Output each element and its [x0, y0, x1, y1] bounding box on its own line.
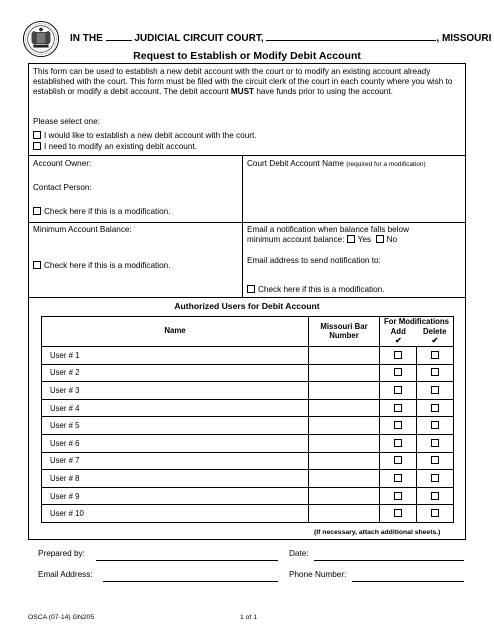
email-address-field[interactable] [103, 581, 278, 582]
delete-user-checkbox[interactable] [431, 404, 439, 412]
email-address-label: Email Address: [38, 570, 93, 579]
user-label: User # 9 [50, 491, 80, 501]
must-emphasis: MUST [230, 86, 255, 96]
account-modification-check[interactable]: Check here if this is a modification. [33, 207, 171, 216]
delete-cell [417, 417, 454, 435]
table-row [42, 364, 454, 382]
delete-user-checkbox[interactable] [431, 474, 439, 482]
add-cell [380, 399, 417, 417]
balance-modification-checkbox[interactable] [33, 261, 41, 269]
notify-yes-checkbox[interactable] [347, 235, 355, 243]
add-cell [380, 487, 417, 505]
add-user-checkbox[interactable] [394, 474, 402, 482]
authorized-users-table [41, 316, 454, 523]
delete-cell [417, 364, 454, 382]
bar-number-cell[interactable] [309, 382, 380, 400]
notify-modification-checkbox[interactable] [247, 285, 255, 293]
notify-modification-check[interactable]: Check here if this is a modification. [247, 285, 385, 294]
bar-number-cell[interactable] [309, 434, 380, 452]
modify-account-checkbox[interactable] [33, 142, 41, 150]
balance-modification-check[interactable]: Check here if this is a modification. [33, 261, 171, 270]
table-row [42, 470, 454, 488]
user-name-cell[interactable] [42, 470, 309, 488]
table-row [42, 382, 454, 400]
new-account-checkbox[interactable] [33, 131, 41, 139]
add-cell [380, 434, 417, 452]
user-label: User # 7 [50, 456, 80, 466]
add-user-checkbox[interactable] [394, 368, 402, 376]
add-user-checkbox[interactable] [394, 492, 402, 500]
phone-number-field[interactable] [352, 581, 464, 582]
form-title: Request to Establish or Modify Debit Account [133, 50, 361, 62]
delete-user-checkbox[interactable] [431, 386, 439, 394]
user-name-cell[interactable] [42, 347, 309, 365]
option-new-account[interactable]: I would like to establish a new debit account with the court. [33, 131, 257, 140]
table-row [42, 347, 454, 365]
attach-note: (If necessary, attach additional sheets.) [314, 529, 441, 536]
date-label: Date: [289, 549, 309, 558]
yes-label: Yes [357, 235, 372, 244]
account-owner-label: Account Owner: [33, 159, 92, 168]
contact-person-label: Contact Person: [33, 183, 92, 192]
user-name-cell[interactable] [42, 434, 309, 452]
add-cell [380, 470, 417, 488]
delete-user-checkbox[interactable] [431, 421, 439, 429]
court-middle: JUDICIAL CIRCUIT COURT, [134, 33, 264, 44]
divider [28, 155, 466, 156]
table-row [42, 505, 454, 523]
circuit-number-blank[interactable] [106, 30, 132, 41]
date-field[interactable] [314, 560, 464, 561]
phone-number-label: Phone Number: [289, 570, 347, 579]
table-row [42, 417, 454, 435]
bar-number-cell[interactable] [309, 487, 380, 505]
delete-user-checkbox[interactable] [431, 368, 439, 376]
no-label: No [386, 235, 398, 244]
add-user-checkbox[interactable] [394, 439, 402, 447]
delete-user-checkbox[interactable] [431, 509, 439, 517]
delete-cell [417, 347, 454, 365]
user-label: User # 3 [50, 385, 80, 395]
delete-cell [417, 382, 454, 400]
account-modification-checkbox[interactable] [33, 207, 41, 215]
delete-cell [417, 399, 454, 417]
select-one-label: Please select one: [33, 117, 100, 126]
user-name-cell[interactable] [42, 452, 309, 470]
column-divider [242, 155, 243, 297]
divider [28, 222, 466, 223]
court-prefix: IN THE [70, 33, 103, 44]
notify-no-checkbox[interactable] [376, 235, 384, 243]
county-blank[interactable] [266, 30, 436, 41]
delete-cell [417, 452, 454, 470]
delete-user-checkbox[interactable] [431, 456, 439, 464]
add-column-header: Add ✔ [380, 328, 417, 347]
minimum-balance-label: Minimum Account Balance: [33, 225, 132, 234]
prepared-by-label: Prepared by: [38, 549, 85, 558]
delete-user-checkbox[interactable] [431, 492, 439, 500]
court-debit-account-name-label: Court Debit Account Name (required for a modification) [247, 159, 426, 168]
add-user-checkbox[interactable] [394, 386, 402, 394]
add-user-checkbox[interactable] [394, 509, 402, 517]
user-name-cell[interactable] [42, 382, 309, 400]
user-label: User # 6 [50, 438, 80, 448]
page-number: 1 of 1 [240, 614, 258, 621]
divider [28, 297, 466, 298]
table-row [42, 399, 454, 417]
delete-cell [417, 470, 454, 488]
bar-number-cell[interactable] [309, 452, 380, 470]
delete-user-checkbox[interactable] [431, 439, 439, 447]
modifications-header: For Modifications [380, 317, 454, 328]
notify-line-2: minimum account balance: Yes No [247, 235, 398, 244]
bar-number-cell[interactable] [309, 470, 380, 488]
add-check-mark: ✔ [394, 335, 402, 345]
name-column-header: Name [42, 317, 309, 347]
add-user-checkbox[interactable] [394, 404, 402, 412]
option-modify-account[interactable]: I need to modify an existing debit account. [33, 142, 197, 151]
bar-number-cell[interactable] [309, 364, 380, 382]
user-name-cell[interactable] [42, 417, 309, 435]
court-heading [70, 30, 492, 44]
bar-number-cell[interactable] [309, 399, 380, 417]
add-cell [380, 505, 417, 523]
authorized-users-title: Authorized Users for Debit Account [174, 301, 320, 311]
intro-paragraph: This form can be used to establish a new debit account with the court or to modify an existing account already established with the court. This form must be filed with the circuit clerk of the court in each county where you wish to establish or modify a debit account. The debit account MUST have funds prior to using the account. [33, 67, 453, 96]
add-cell [380, 452, 417, 470]
add-cell [380, 347, 417, 365]
add-cell [380, 364, 417, 382]
notify-line-1: Email a notification when balance falls below [247, 225, 410, 234]
delete-check-mark: ✔ [431, 335, 439, 345]
user-name-cell[interactable] [42, 505, 309, 523]
user-name-cell[interactable] [42, 487, 309, 505]
user-label: User # 8 [50, 473, 80, 483]
bar-number-cell[interactable] [309, 347, 380, 365]
bar-number-column-header: Missouri Bar Number [309, 317, 380, 347]
table-row [42, 487, 454, 505]
table-row [42, 434, 454, 452]
delete-user-checkbox[interactable] [431, 351, 439, 359]
court-debit-note: (required for a modification) [346, 161, 426, 168]
user-label: User # 5 [50, 421, 80, 431]
delete-column-header: Delete ✔ [417, 328, 454, 347]
user-label: User # 1 [50, 350, 80, 360]
prepared-by-field[interactable] [96, 560, 278, 561]
notify-email-label: Email address to send notification to: [247, 256, 381, 265]
bar-number-cell[interactable] [309, 505, 380, 523]
court-suffix: , MISSOURI [436, 33, 492, 44]
user-label: User # 2 [50, 368, 80, 378]
user-label: User # 10 [50, 509, 84, 519]
bar-number-cell[interactable] [309, 417, 380, 435]
delete-cell [417, 487, 454, 505]
user-label: User # 4 [50, 403, 80, 413]
form-code: OSCA (07-14) GN205 [28, 614, 95, 621]
table-row [42, 452, 454, 470]
add-cell [380, 382, 417, 400]
add-cell [380, 417, 417, 435]
add-user-checkbox[interactable] [394, 351, 402, 359]
add-user-checkbox[interactable] [394, 456, 402, 464]
delete-cell [417, 505, 454, 523]
add-user-checkbox[interactable] [394, 421, 402, 429]
user-name-cell[interactable] [42, 399, 309, 417]
user-name-cell[interactable] [42, 364, 309, 382]
delete-cell [417, 434, 454, 452]
